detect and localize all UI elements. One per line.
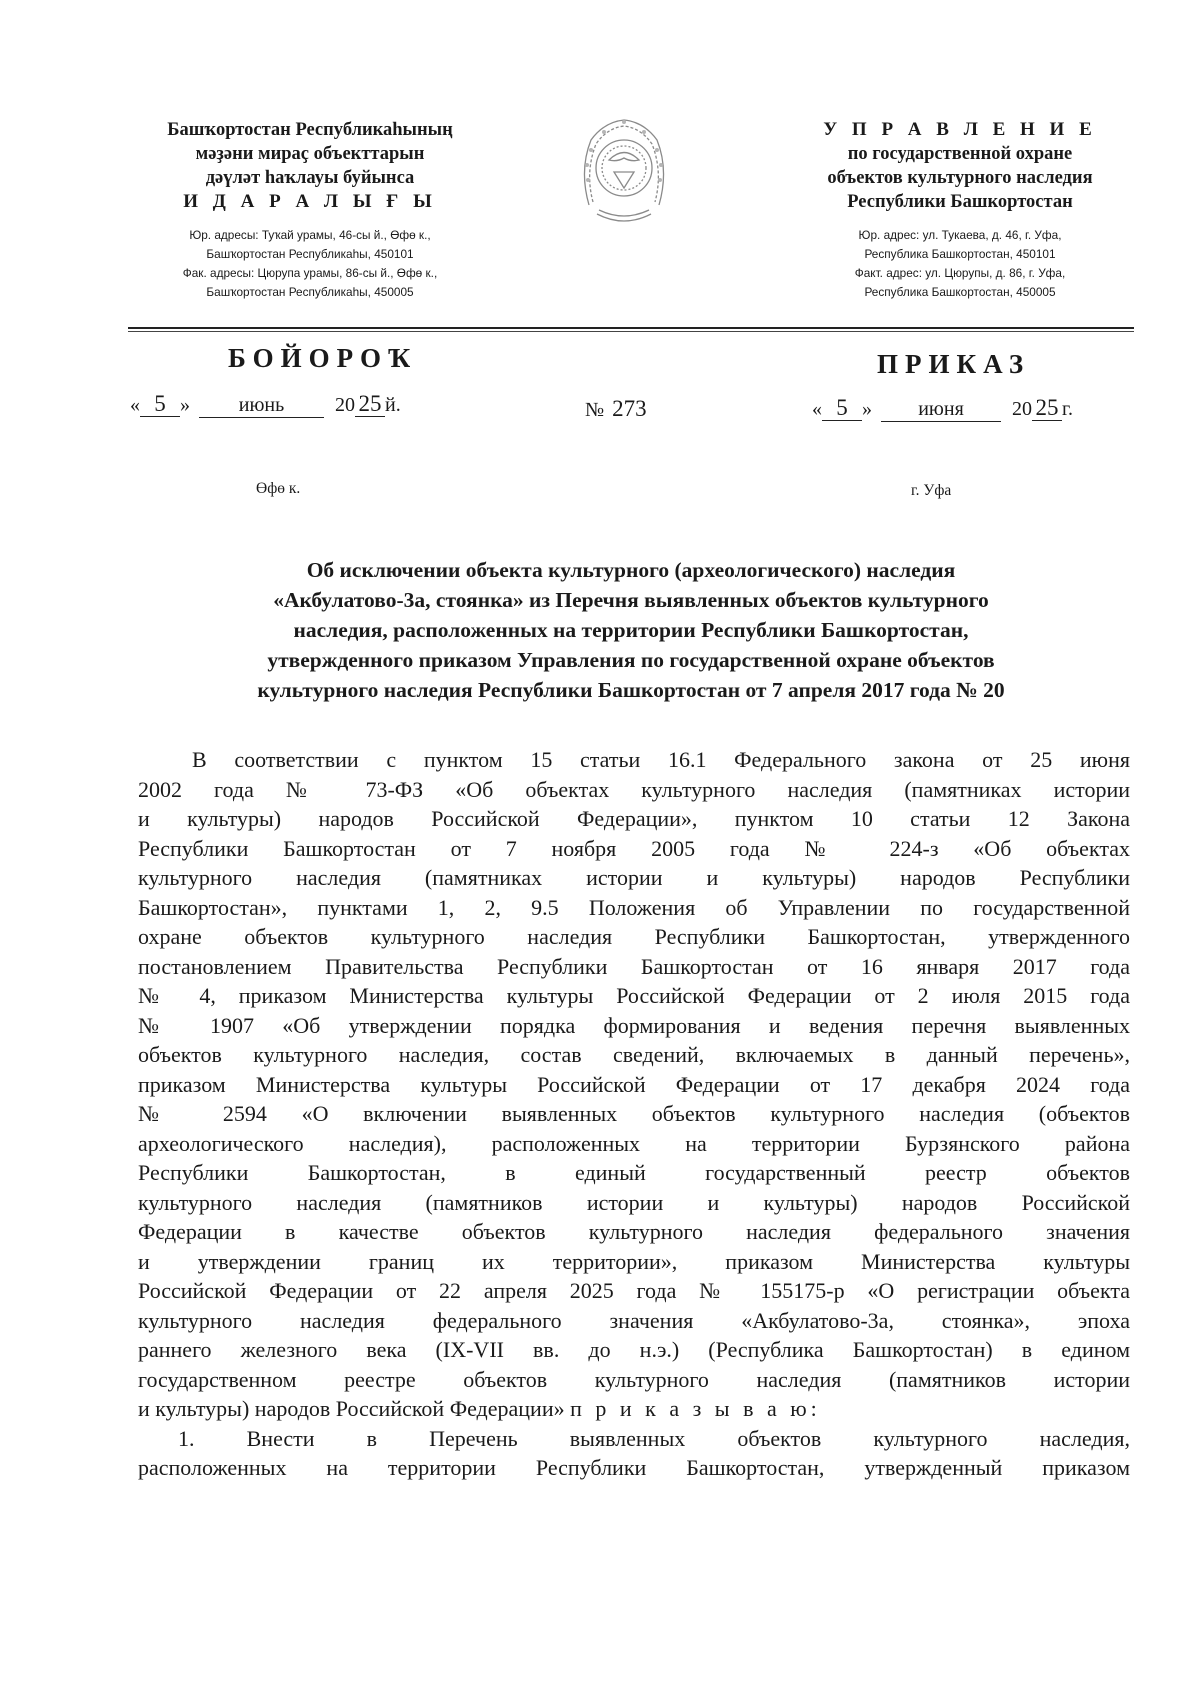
date-month: июня <box>881 397 1001 422</box>
body-line: 2002 года № 73-ФЗ «Об объектах культурного наследия (памятниках истории <box>138 776 1130 802</box>
date-suffix: й. <box>385 394 401 416</box>
date-year-prefix: 20 <box>335 394 355 416</box>
quote-close: » <box>862 398 872 420</box>
body-line: культурного наследия (памятников истории и культуры) народов Российской <box>138 1189 1130 1215</box>
date-day: 5 <box>822 396 862 421</box>
body-line: Российской Федерации от 22 апреля 2025 года № 155175-р «О регистрации объекта <box>138 1278 1130 1303</box>
quote-open: « <box>812 398 822 420</box>
date-left <box>130 392 401 418</box>
body-line: и утверждении границ их территории», приказом Министерства культуры <box>138 1248 1130 1274</box>
body-line: Республики Башкортостан, в единый государственный реестр объектов <box>138 1160 1130 1185</box>
date-suffix: г. <box>1062 398 1073 420</box>
body-line: № 4, приказом Министерства культуры Российской Федерации от 2 июля 2015 года <box>138 983 1130 1008</box>
body-line: охране объектов культурного наследия Республики Башкортостан, утвержденного <box>138 924 1130 949</box>
body-line: Башкортостан», пунктами 1, 2, 9.5 Положения об Управлении по государственной <box>138 894 1130 920</box>
number-value: 273 <box>612 396 647 421</box>
subject-line: Об исключении объекта культурного (археологического) наследия <box>306 558 956 582</box>
doc-title-bashkir: БОЙОРОҠ <box>228 343 418 373</box>
header-left-line: дәүләт һаҡлауы буйынса <box>205 168 415 188</box>
body-line <box>138 1394 1130 1424</box>
body-line: Республики Башкортостан от 7 ноября 2005 года № 224-з «Об объектах <box>138 835 1130 861</box>
header-right-address <box>790 226 1130 302</box>
body-line: археологического наследия), расположенных на территории Бурзянского района <box>138 1130 1130 1156</box>
header-divider <box>128 327 1134 329</box>
header-left-line: мәҙәни мираҫ объекттарын <box>195 144 425 164</box>
body-line: приказом Министерства культуры Российской Федерации от 17 декабря 2024 года <box>138 1071 1130 1097</box>
address-line: Башҡортостан Республикаһы, 450101 <box>206 247 414 261</box>
body-line: культурного наследия (памятниках истории и культуры) народов Республики <box>138 865 1130 890</box>
subject-line: утвержденного приказом Управления по государственной охране объектов <box>267 648 995 672</box>
address-line: Башҡортостан Республикаһы, 450005 <box>206 285 414 299</box>
header-right-line: объектов культурного наследия <box>827 168 1093 188</box>
body-last-prefix: и культуры) народов Российской Федерации» <box>138 1396 565 1421</box>
body-line: № 2594 «О включении выявленных объектов культурного наследия (объектов <box>138 1101 1130 1126</box>
date-year-suffix: 25 <box>355 392 385 417</box>
header-left-line: Башҡортостан Республикаһының <box>167 120 453 140</box>
header-right-line: по государственной охране <box>847 144 1073 164</box>
city-russian: г. Уфа <box>911 482 952 499</box>
body-line: культурного наследия федерального значения «Акбулатово-3а, стоянка», эпоха <box>138 1307 1130 1333</box>
order-body <box>138 745 1130 1483</box>
date-day: 5 <box>140 392 180 417</box>
body-order-word: п р и к а з ы в а ю: <box>570 1396 821 1421</box>
quote-open: « <box>130 394 140 416</box>
header-right <box>790 118 1130 302</box>
body-line: № 1907 «Об утверждении порядка формирования и ведения перечня выявленных <box>138 1012 1130 1038</box>
body-item-line: расположенных на территории Республики Башкортостан, утвержденный приказом <box>138 1455 1130 1480</box>
order-number <box>585 396 647 422</box>
body-line: В соответствии с пунктом 15 статьи 16.1 Федерального закона от 25 июня <box>192 747 1130 772</box>
body-line: и культуры) народов Российской Федерации», пунктом 10 статьи 12 Закона <box>138 806 1130 831</box>
address-line: Юр. адрес: ул. Тукаева, д. 46, г. Уфа, <box>858 228 1062 242</box>
order-subject <box>128 555 1134 705</box>
address-line: Республика Башкортостан, 450101 <box>864 247 1056 261</box>
quote-close: » <box>180 394 190 416</box>
address-line: Фак. адресы: Цюрупа урамы, 86-сы й., Өфө к., <box>182 266 438 280</box>
subject-line: наследия, расположенных на территории Республики Башкортостан, <box>293 618 969 642</box>
date-year-prefix: 20 <box>1012 398 1032 420</box>
header-left-address <box>130 226 490 302</box>
body-line: постановлением Правительства Республики Башкортостан от 16 января 2017 года <box>138 953 1130 979</box>
body-line: Федерации в качестве объектов культурного наследия федерального значения <box>138 1219 1130 1244</box>
subject-line: культурного наследия Республики Башкортостан от 7 апреля 2017 года № 20 <box>257 678 1005 702</box>
subject-line: «Акбулатово-3а, стоянка» из Перечня выявленных объектов культурного <box>273 588 989 612</box>
address-line: Юр. адресы: Туҡай урамы, 46-сы й., Өфө к., <box>189 228 431 242</box>
date-right <box>812 396 1073 422</box>
header-left <box>130 118 490 302</box>
date-month: июнь <box>199 393 324 418</box>
bashkortostan-emblem-icon <box>569 110 679 230</box>
header-right-org: У П Р А В Л Е Н И Е <box>823 119 1097 140</box>
doc-title-russian: ПРИКАЗ <box>877 349 1031 379</box>
body-line: государственном реестре объектов культурного наследия (памятников истории <box>138 1366 1130 1392</box>
address-line: Республика Башкортостан, 450005 <box>864 285 1056 299</box>
header-left-org: И Д А Р А Л Ы Ғ Ы <box>183 191 437 212</box>
body-line: раннего железного века (IX-VII вв. до н.э.) (Республика Башкортостан) в едином <box>138 1337 1130 1362</box>
body-item-line: 1. Внести в Перечень выявленных объектов культурного наследия, <box>178 1425 1130 1451</box>
address-line: Факт. адрес: ул. Цюрупы, д. 86, г. Уфа, <box>854 266 1066 280</box>
date-year-suffix: 25 <box>1032 396 1062 421</box>
header-right-line: Республики Башкортостан <box>847 192 1073 212</box>
number-label: № <box>585 399 605 421</box>
header-divider-thin <box>128 331 1134 332</box>
body-line: объектов культурного наследия, состав сведений, включаемых в данный перечень», <box>138 1042 1130 1067</box>
city-bashkir: Өфө к. <box>256 480 301 497</box>
